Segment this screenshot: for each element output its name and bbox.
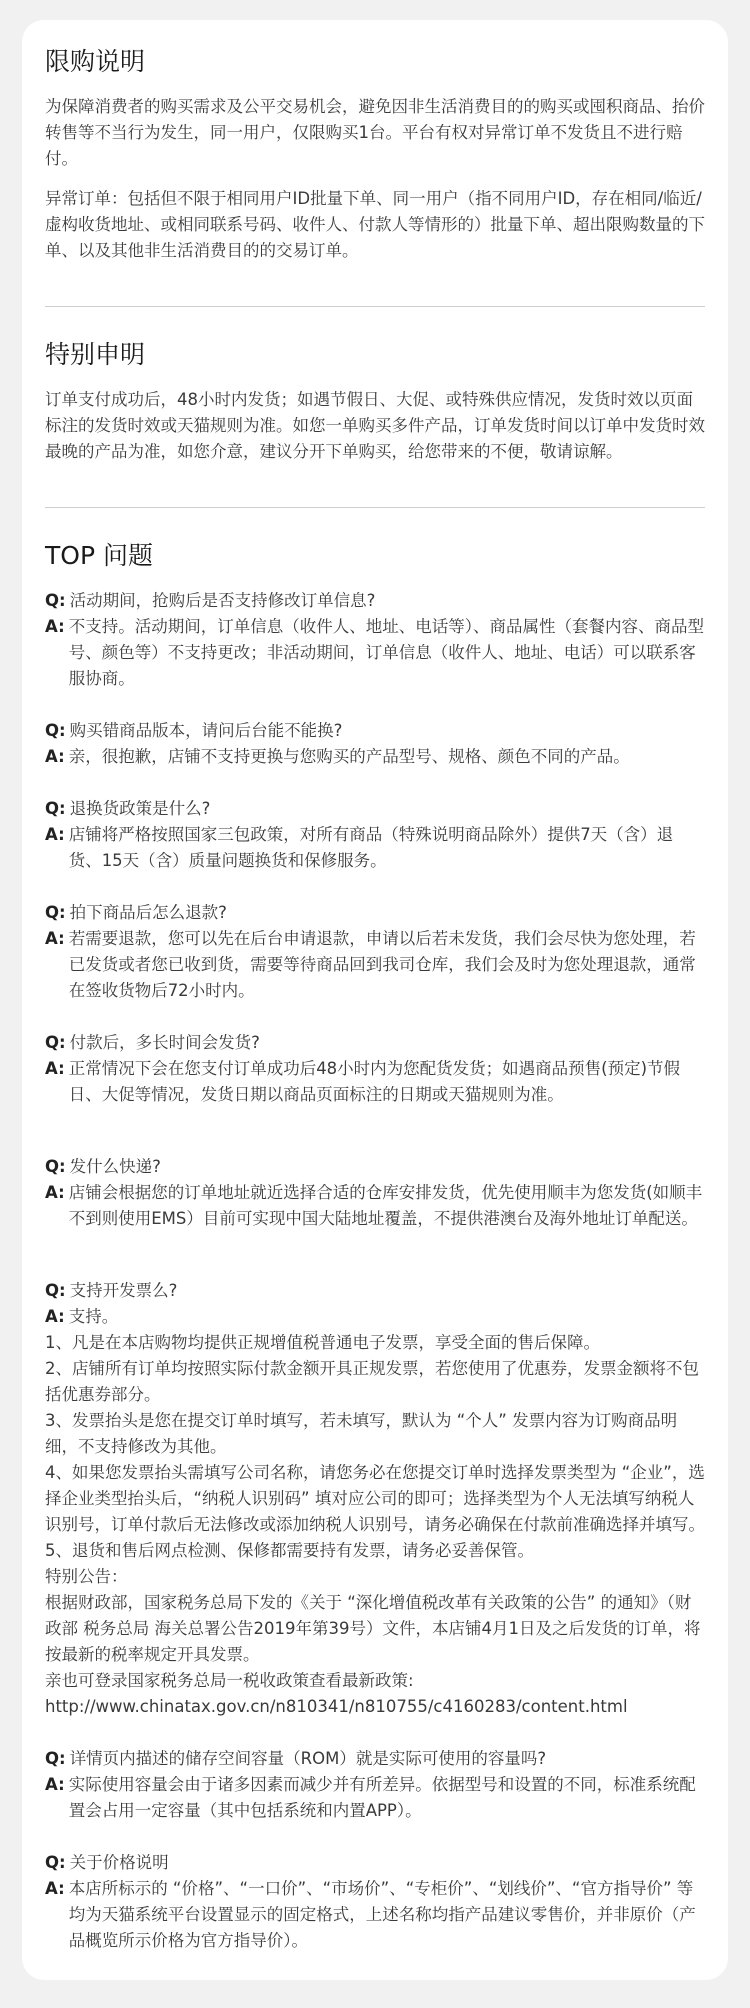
- qa-item: [45, 1030, 705, 1108]
- question-tag: Q:: [45, 1157, 66, 1176]
- qa-item-price: [45, 1850, 705, 1954]
- limit-paragraph-2: 异常订单：包括但不限于相同用户ID批量下单、同一用户（指不同用户ID，存在相同/临近/虚构收货地址、或相同联系号码、收件人、付款人等情形的）批量下单、超出限购数量的下单、以及其他非生活消费目的的交易订单。: [45, 189, 705, 260]
- question-text: 支持开发票么?: [69, 1281, 178, 1300]
- answer-text: 正常情况下会在您支付订单成功后48小时内为您配货发货；如遇商品预售(预定)节假日、大促等情况，发货日期以商品页面标注的日期或天猫规则为准。: [68, 1059, 681, 1104]
- top-section: [45, 507, 705, 2008]
- question-tag: Q:: [45, 1749, 66, 1768]
- answer-text: 实际使用容量会由于诸多因素而减少并有所差异。依据型号和设置的不同，标准系统配置会占用一定容量（其中包括系统和内置APP）。: [68, 1775, 696, 1820]
- question-tag: Q:: [45, 1853, 66, 1872]
- qa-item: [45, 900, 705, 1004]
- question-text: 发什么快递?: [69, 1157, 161, 1176]
- answer-tag: A:: [45, 617, 65, 636]
- question-tag: Q:: [45, 1281, 66, 1300]
- answer-text: 不支持。活动期间，订单信息（收件人、地址、电话等）、商品属性（套餐内容、商品型号、颜色等）不支持更改；非活动期间，订单信息（收件人、地址、电话）可以联系客服协商。: [68, 617, 704, 688]
- policy-lookup-text: 亲也可登录国家税务总局一税收政策查看最新政策:: [45, 1671, 414, 1690]
- top-title: TOP 问题: [45, 541, 153, 570]
- answer-text: 店铺会根据您的订单地址就近选择合适的仓库安排发货，优先使用顺丰为您发货(如顺丰不到则使用EMS）目前可实现中国大陆地址覆盖，不提供港澳台及海外地址订单配送。: [68, 1183, 703, 1228]
- question-tag: Q:: [45, 591, 66, 610]
- invoice-line: 4、如果您发票抬头需填写公司名称，请您务必在您提交订单时选择发票类型为 “企业”，选择企业类型抬头后，“纳税人识别码” 填对应公司的即可；选择类型为个人无法填写纳税人识别号，订单付款后无法修改或添加纳税人识别号，请务必确保在付款前准确选择并填写。: [45, 1463, 705, 1534]
- answer-tag: A:: [45, 929, 65, 948]
- question-text: 详情页内描述的储存空间容量（ROM）就是实际可使用的容量吗?: [69, 1749, 547, 1768]
- answer-text: 本店所标示的 “价格”、“一口价”、“市场价”、“专柜价”、“划线价”、“官方指导价” 等均为天猫系统平台设置显示的固定格式，上述名称均指产品建议零售价，并非原价（产品概览所示价格为官方指导价）。: [68, 1879, 696, 1950]
- qa-item: [45, 1154, 705, 1232]
- question-tag: Q:: [45, 721, 66, 740]
- question-tag: Q:: [45, 903, 66, 922]
- special-paragraph: 订单支付成功后，48小时内发货；如遇节假日、大促、或特殊供应情况，发货时效以页面标注的发货时效或天猫规则为准。如您一单购买多件产品，订单发货时间以订单中发货时效最晚的产品为准，如您介意，建议分开下单购买，给您带来的不便，敬请谅解。: [45, 390, 705, 461]
- answer-text: 店铺将严格按照国家三包政策，对所有商品（特殊说明商品除外）提供7天（含）退货、15天（含）质量问题换货和保修服务。: [68, 825, 674, 870]
- invoice-line: 2、店铺所有订单均按照实际付款金额开具正规发票，若您使用了优惠券，发票金额将不包括优惠券部分。: [45, 1359, 699, 1404]
- announcement-heading: 特别公告：: [45, 1567, 128, 1586]
- answer-tag: A:: [45, 825, 65, 844]
- question-text: 付款后，多长时间会发货?: [69, 1033, 260, 1052]
- special-title: 特别申明: [45, 340, 146, 369]
- invoice-line: 5、退货和售后网点检测、保修都需要持有发票，请务必妥善保管。: [45, 1541, 534, 1560]
- answer-tag: A:: [45, 747, 65, 766]
- special-section: [45, 306, 705, 507]
- limit-title: 限购说明: [45, 47, 146, 76]
- qa-item-rom: [45, 1746, 705, 1824]
- qa-item: [45, 796, 705, 874]
- invoice-line: 3、发票抬头是您在提交订单时填写，若未填写，默认为 “个人” 发票内容为订购商品明细，不支持修改为其他。: [45, 1411, 678, 1456]
- announcement-text: 根据财政部，国家税务总局下发的《关于 “深化增值税改革有关政策的公告” 的通知》（财政部 税务总局 海关总署公告2019年第39号）文件，本店铺4月1日及之后发货的订单，将按最新的税率规定开具发票。: [45, 1593, 701, 1664]
- answer-tag: A:: [45, 1775, 65, 1794]
- question-text: 拍下商品后怎么退款?: [69, 903, 227, 922]
- answer-tag: A:: [45, 1183, 65, 1202]
- invoice-line: 1、凡是在本店购物均提供正规增值税普通电子发票，享受全面的售后保障。: [45, 1333, 600, 1352]
- answer-tag: A:: [45, 1307, 65, 1326]
- answer-text: 亲，很抱歉，店铺不支持更换与您购买的产品型号、规格、颜色不同的产品。: [68, 747, 630, 766]
- limit-section: [45, 44, 705, 306]
- info-card: [22, 20, 728, 1980]
- question-text: 退换货政策是什么?: [69, 799, 211, 818]
- policy-url-link[interactable]: http://www.chinatax.gov.cn/n810341/n810755/c4160283/content.html: [45, 1697, 628, 1716]
- qa-item-invoice: [45, 1278, 705, 1720]
- answer-tag: A:: [45, 1879, 65, 1898]
- qa-item: [45, 718, 705, 770]
- question-text: 关于价格说明: [69, 1853, 169, 1872]
- answer-text: 支持。: [68, 1307, 119, 1326]
- question-tag: Q:: [45, 1033, 66, 1052]
- question-text: 购买错商品版本，请问后台能不能换?: [69, 721, 343, 740]
- limit-paragraph-1: 为保障消费者的购买需求及公平交易机会，避免因非生活消费目的的购买或囤积商品、抬价转售等不当行为发生，同一用户，仅限购买1台。平台有权对异常订单不发货且不进行赔付。: [45, 97, 705, 168]
- answer-tag: A:: [45, 1059, 65, 1078]
- qa-item: [45, 588, 705, 692]
- question-text: 活动期间，抢购后是否支持修改订单信息?: [69, 591, 376, 610]
- answer-text: 若需要退款，您可以先在后台申请退款，申请以后若未发货，我们会尽快为您处理，若已发货或者您已收到货，需要等待商品回到我司仓库，我们会及时为您处理退款，通常在签收货物后72小时内。: [68, 929, 696, 1000]
- question-tag: Q:: [45, 799, 66, 818]
